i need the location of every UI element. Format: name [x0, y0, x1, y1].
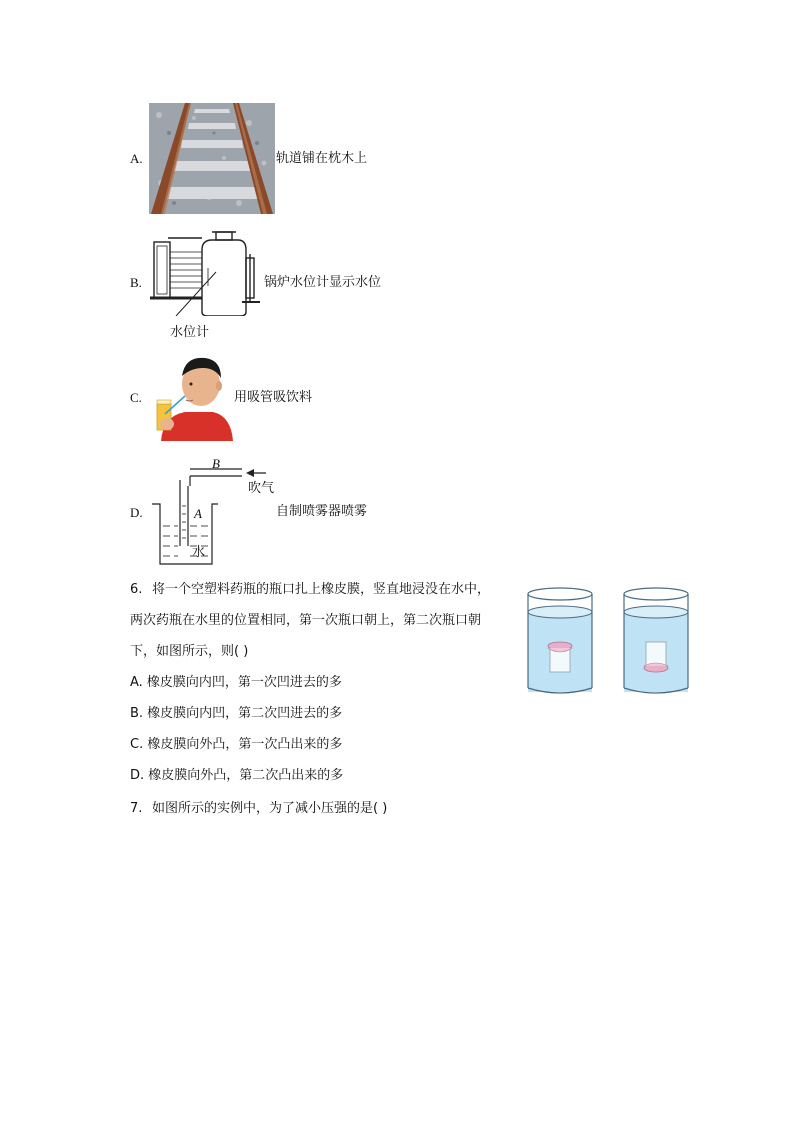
sprayer-figure	[148, 456, 273, 568]
option-d-caption: 自制喷雾器喷雾	[276, 504, 368, 519]
q6-option-d: D. 橡皮膜向外凸，第二次凸出来的多	[130, 768, 344, 783]
option-d-letter: D.	[130, 505, 143, 520]
option-b-caption: 锅炉水位计显示水位	[264, 275, 382, 290]
option-a-letter: A.	[130, 151, 143, 166]
option-c-caption: 用吸管吸饮料	[234, 390, 313, 405]
q6-stem-line-1: 将一个空塑料药瓶的瓶口扎上橡皮膜，竖直地浸没在水中，	[152, 582, 491, 597]
blow-air-label: 吹气	[248, 481, 275, 496]
tube-a-label: A	[194, 506, 202, 521]
q6-stem-line-2: 两次药瓶在水里的位置相同，第一次瓶口朝上，第二次瓶口朝	[130, 613, 482, 628]
beaker-mouth-up	[528, 588, 592, 693]
water-label: 水	[192, 545, 206, 560]
tube-b-label: B	[212, 456, 220, 471]
q6-number: 6.	[130, 582, 143, 597]
q6-option-b: B. 橡皮膜向内凹，第二次凹进去的多	[130, 706, 343, 721]
beaker-mouth-down	[624, 588, 688, 693]
boiler-water-gauge-figure	[146, 228, 264, 316]
option-c-letter: C.	[130, 390, 142, 405]
water-gauge-label: 水位计	[170, 325, 210, 340]
option-b-letter: B.	[130, 275, 142, 290]
boy-drinking-with-straw-photo	[155, 354, 233, 441]
railway-track-photo	[149, 103, 275, 214]
bottle-in-water-figure	[524, 584, 694, 696]
q7-stem: 如图所示的实例中，为了减小压强的是( )	[152, 801, 388, 816]
q7-number: 7.	[130, 801, 143, 816]
q6-option-a: A. 橡皮膜向内凹，第一次凹进去的多	[130, 675, 342, 690]
option-a-caption: 轨道铺在枕木上	[276, 151, 368, 166]
q6-stem-line-3: 下，如图所示，则( )	[130, 644, 249, 659]
q6-option-c: C. 橡皮膜向外凸，第一次凸出来的多	[130, 737, 343, 752]
